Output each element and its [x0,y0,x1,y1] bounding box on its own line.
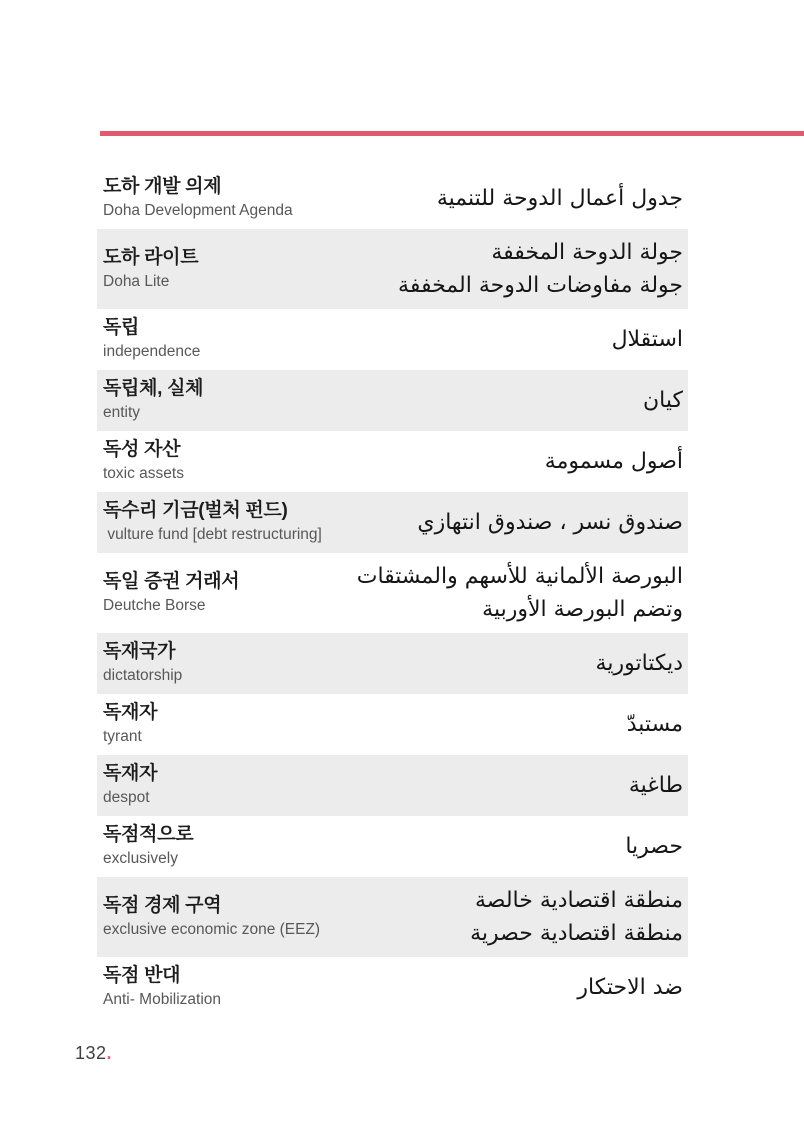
english-term: Deutche Borse [103,596,206,614]
glossary-row [97,431,688,492]
arabic-translation [322,506,683,539]
english-term: toxic assets [103,465,184,482]
english-term: Anti- Mobilization [103,991,222,1008]
glossary-row [97,492,688,553]
english-term: tyrant [103,728,142,745]
arabic-line: جدول أعمال الدوحة للتنمية [436,186,683,211]
glossary-row [97,633,688,694]
korean-term: 독성 자산 [103,439,181,460]
arabic-line: طاغية [628,773,683,798]
korean-term: 독일 증권 거래서 [103,570,240,592]
english-term: independence [103,343,201,360]
page-number-dot: . [106,1043,113,1063]
english-term: Doha Development Agenda [103,202,293,219]
arabic-line: ضد الاحتكار [577,975,683,1000]
term-block [103,570,239,617]
arabic-line: جولة مفاوضات الدوحة المخففة [398,273,683,298]
glossary-row [97,168,688,229]
term-block [103,499,322,546]
english-term: exclusively [103,850,178,867]
korean-term: 독수리 기금(벌처 펀드) [103,500,288,521]
arabic-line: حصريا [625,834,683,859]
arabic-translation [293,182,683,215]
term-block [103,964,221,1011]
term-block [103,894,320,941]
korean-term: 도하 라이트 [103,246,199,268]
arabic-translation [221,971,683,1004]
glossary-row [97,309,688,370]
term-block [103,823,193,870]
korean-term: 독점적으로 [103,824,194,845]
arabic-line: جولة الدوحة المخففة [491,240,683,265]
page-number-value: 132 [75,1043,107,1063]
arabic-translation [193,830,683,863]
arabic-line: ديكتاتورية [595,651,683,676]
arabic-translation [239,560,683,626]
term-block [103,640,182,687]
term-block [103,246,198,293]
glossary-row [97,755,688,816]
glossary-row [97,877,688,957]
arabic-translation [184,445,683,478]
glossary-row [97,370,688,431]
korean-term: 독립체, 실체 [103,378,204,399]
english-term: dictatorship [103,667,183,684]
english-term: despot [103,789,150,806]
arabic-translation [198,236,683,302]
arabic-line: استقلال [611,327,683,352]
arabic-translation [203,384,683,417]
korean-term: 독립 [103,317,140,338]
glossary-row [97,229,688,309]
arabic-line: كيان [643,388,683,413]
arabic-line: صندوق نسر ، صندوق انتهازي [417,510,683,535]
korean-term: 독점 경제 구역 [103,894,222,916]
arabic-translation [157,769,683,802]
term-block [103,377,203,424]
korean-term: 독점 반대 [103,965,181,986]
english-term: vulture fund [debt restructuring] [103,526,322,543]
arabic-line: وتضم البورصة الأوربية [482,597,683,622]
term-block [103,316,200,363]
glossary-row [97,816,688,877]
term-block [103,701,157,748]
top-divider-rule [100,131,804,136]
english-term: entity [103,404,141,421]
arabic-line: أصول مسمومة [544,449,683,474]
english-term: exclusive economic zone (EEZ) [103,920,321,938]
glossary-list [97,168,688,1018]
english-term: Doha Lite [103,272,170,290]
glossary-row [97,957,688,1018]
korean-term: 도하 개발 의제 [103,176,222,197]
arabic-line: مستبدّ [626,712,683,737]
arabic-translation [200,323,683,356]
glossary-row [97,553,688,633]
term-block [103,175,293,222]
korean-term: 독재국가 [103,641,176,662]
term-block [103,438,184,485]
arabic-line: منطقة اقتصادية خالصة [474,888,683,913]
korean-term: 독재자 [103,702,158,723]
korean-term: 독재자 [103,763,158,784]
glossary-row [97,694,688,755]
arabic-line: منطقة اقتصادية حصرية [470,921,683,946]
arabic-translation [320,884,683,950]
page-number [75,1043,112,1064]
arabic-line: البورصة الألمانية للأسهم والمشتقات [356,564,683,589]
arabic-translation [182,647,683,680]
arabic-translation [157,708,683,741]
term-block [103,762,157,809]
